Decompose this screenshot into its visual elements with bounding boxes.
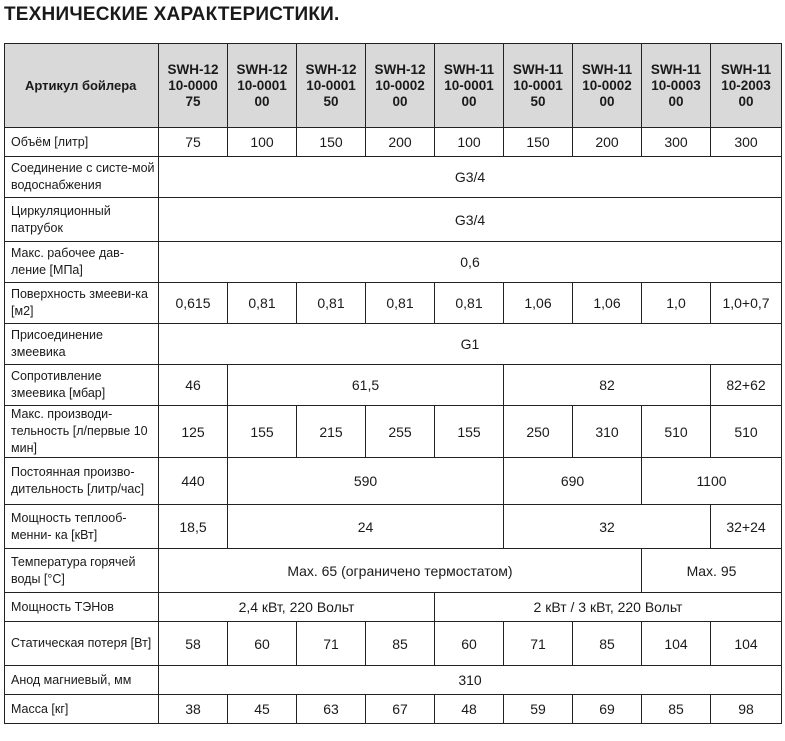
table-cell: 0,81	[435, 283, 504, 324]
specs-table	[4, 43, 782, 724]
table-cell: 250	[504, 406, 573, 458]
table-row	[5, 324, 782, 365]
table-cell: 60	[228, 622, 297, 666]
table-cell: 155	[228, 406, 297, 458]
model-header-2	[228, 44, 297, 128]
table-cell: 71	[504, 622, 573, 666]
table-cell: 58	[159, 622, 228, 666]
model-header-text: SWH-1110-000100	[443, 61, 495, 109]
table-cell: 0,615	[159, 283, 228, 324]
table-row	[5, 666, 782, 695]
table-cell: 510	[711, 406, 782, 458]
table-row	[5, 549, 782, 593]
table-cell: 100	[435, 128, 504, 157]
model-header-text: SWH-1110-200300	[720, 61, 772, 109]
table-cell: 1,0	[642, 283, 711, 324]
table-cell: 18,5	[159, 505, 228, 549]
table-cell: 48	[435, 695, 504, 724]
table-cell: 69	[573, 695, 642, 724]
model-header-9	[711, 44, 782, 128]
row-label: Сопротивление змеевика [мбар]	[5, 365, 159, 406]
model-header-5	[435, 44, 504, 128]
table-cell: 100	[228, 128, 297, 157]
row-label: Постоянная произво-дительность [литр/час]	[5, 458, 159, 505]
table-cell: 38	[159, 695, 228, 724]
row-label: Циркуляционный патрубок	[5, 198, 159, 242]
table-cell: 310	[573, 406, 642, 458]
table-cell: 63	[297, 695, 366, 724]
table-row	[5, 198, 782, 242]
table-cell: 440	[159, 458, 228, 505]
table-row	[5, 406, 782, 458]
model-header-text: SWH-1210-000100	[236, 61, 288, 109]
table-cell: 590	[228, 458, 504, 505]
table-cell: 32+24	[711, 505, 782, 549]
table-cell: 310	[159, 666, 782, 695]
table-cell: 155	[435, 406, 504, 458]
table-cell: 1100	[642, 458, 782, 505]
model-header-text: SWH-1110-000300	[650, 61, 702, 109]
row-label: Поверхность змееви-ка [м2]	[5, 283, 159, 324]
table-row	[5, 157, 782, 198]
table-cell: 2,4 кВт, 220 Вольт	[159, 593, 435, 622]
model-header-8	[642, 44, 711, 128]
table-cell: 75	[159, 128, 228, 157]
table-row	[5, 242, 782, 283]
header-label: Артикул бойлера	[5, 44, 159, 128]
row-label: Мощность теплооб-менни- ка [кВт]	[5, 505, 159, 549]
model-header-3	[297, 44, 366, 128]
table-cell: 1,0+0,7	[711, 283, 782, 324]
table-cell: 1,06	[573, 283, 642, 324]
table-cell: G1	[159, 324, 782, 365]
table-cell: G3/4	[159, 157, 782, 198]
model-header-text: SWH-1210-000200	[374, 61, 426, 109]
table-cell: 104	[642, 622, 711, 666]
model-header-text: SWH-1110-000200	[581, 61, 633, 109]
table-cell: 60	[435, 622, 504, 666]
table-body	[5, 128, 782, 724]
table-cell: 98	[711, 695, 782, 724]
model-header-1	[159, 44, 228, 128]
table-cell: 510	[642, 406, 711, 458]
model-header-4	[366, 44, 435, 128]
model-header-6	[504, 44, 573, 128]
table-cell: 71	[297, 622, 366, 666]
table-cell: 85	[573, 622, 642, 666]
row-label: Макс. рабочее дав-ление [МПа]	[5, 242, 159, 283]
table-cell: 61,5	[228, 365, 504, 406]
table-cell: 0,81	[297, 283, 366, 324]
table-cell: 200	[366, 128, 435, 157]
table-cell: 82	[504, 365, 711, 406]
row-label: Масса [кг]	[5, 695, 159, 724]
table-cell: 85	[642, 695, 711, 724]
row-label: Макс. производи-тельность [л/первые 10 мин]	[5, 406, 159, 458]
table-row	[5, 593, 782, 622]
model-header-text: SWH-1210-000150	[305, 61, 357, 109]
table-cell: 150	[297, 128, 366, 157]
row-label: Температура горячей воды [°С]	[5, 549, 159, 593]
table-cell: G3/4	[159, 198, 782, 242]
row-label: Присоединение змеевика	[5, 324, 159, 365]
table-cell: 104	[711, 622, 782, 666]
model-header-text: SWH-1110-000150	[512, 61, 564, 109]
table-row	[5, 622, 782, 666]
table-cell: 24	[228, 505, 504, 549]
table-cell: Max. 65 (ограничено термостатом)	[159, 549, 642, 593]
table-cell: 300	[711, 128, 782, 157]
table-cell: 59	[504, 695, 573, 724]
table-cell: 45	[228, 695, 297, 724]
table-row	[5, 458, 782, 505]
table-cell: 67	[366, 695, 435, 724]
table-cell: 215	[297, 406, 366, 458]
table-cell: 82+62	[711, 365, 782, 406]
row-label: Объём [литр]	[5, 128, 159, 157]
table-cell: 0,6	[159, 242, 782, 283]
table-row	[5, 695, 782, 724]
row-label: Мощность ТЭНов	[5, 593, 159, 622]
table-cell: 85	[366, 622, 435, 666]
table-row	[5, 128, 782, 157]
model-header-7	[573, 44, 642, 128]
table-cell: 0,81	[228, 283, 297, 324]
table-header-row	[5, 44, 782, 128]
page-title: ТЕХНИЧЕСКИЕ ХАРАКТЕРИСТИКИ.	[4, 4, 340, 25]
table-row	[5, 365, 782, 406]
row-label: Статическая потеря [Вт]	[5, 622, 159, 666]
table-cell: 300	[642, 128, 711, 157]
row-label: Анод магниевый, мм	[5, 666, 159, 695]
table-row	[5, 283, 782, 324]
row-label: Соединение с систе-мой водоснабжения	[5, 157, 159, 198]
table-cell: 2 кВт / 3 кВт, 220 Вольт	[435, 593, 782, 622]
table-cell: 0,81	[366, 283, 435, 324]
table-cell: 46	[159, 365, 228, 406]
table-row	[5, 505, 782, 549]
model-header-text: SWH-1210-000075	[167, 61, 219, 109]
table-cell: 1,06	[504, 283, 573, 324]
table-cell: 200	[573, 128, 642, 157]
table-cell: 690	[504, 458, 642, 505]
table-cell: 255	[366, 406, 435, 458]
table-cell: 32	[504, 505, 711, 549]
table-cell: 125	[159, 406, 228, 458]
table-cell: Max. 95	[642, 549, 782, 593]
table-cell: 150	[504, 128, 573, 157]
